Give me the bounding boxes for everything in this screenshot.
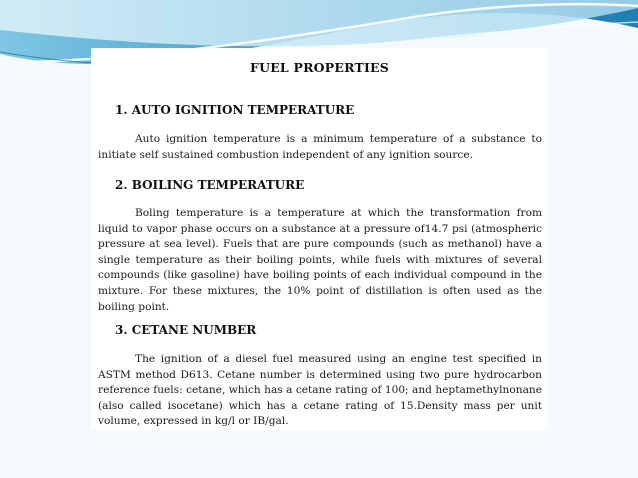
section-heading-cetane-number: 3. CETANE NUMBER (115, 323, 257, 337)
document-page (91, 48, 548, 430)
section-body-auto-ignition: Auto ignition temperature is a minimum temperature of a substance to initiate self sustained combustion independent of any ignition source. (98, 133, 542, 161)
document-title: FUEL PROPERTIES (250, 60, 389, 75)
section-body-cetane-number: The ignition of a diesel fuel measured using an engine test specified in ASTM method D613. Cetane number is determined using two pure hydrocarbon reference fuels: cetane, which has a cetane rating of 100; and heptamethylnonane (also called isocetane) which has a cetane rating of 15.Density mass per unit volume, expressed in kg/l or IB/gal. (98, 353, 542, 428)
section-heading-boiling-temperature: 2. BOILING TEMPERATURE (115, 178, 305, 192)
section-heading-auto-ignition: 1. AUTO IGNITION TEMPERATURE (115, 103, 355, 117)
section-body-boiling-temperature: Boling temperature is a temperature at which the transformation from liquid to vapor phase occurs on a substance at a pressure of14.7 psi (atmospheric pressure at sea level). Fuels that are pure compounds (such as methanol) have a single temperature as their boiling points, while fuels with mixtures of several compounds (like gasoline) have boiling points of each individual compound in the mixture. For these mixtures, the 10% point of distillation is often used as the boiling point. (98, 207, 542, 313)
